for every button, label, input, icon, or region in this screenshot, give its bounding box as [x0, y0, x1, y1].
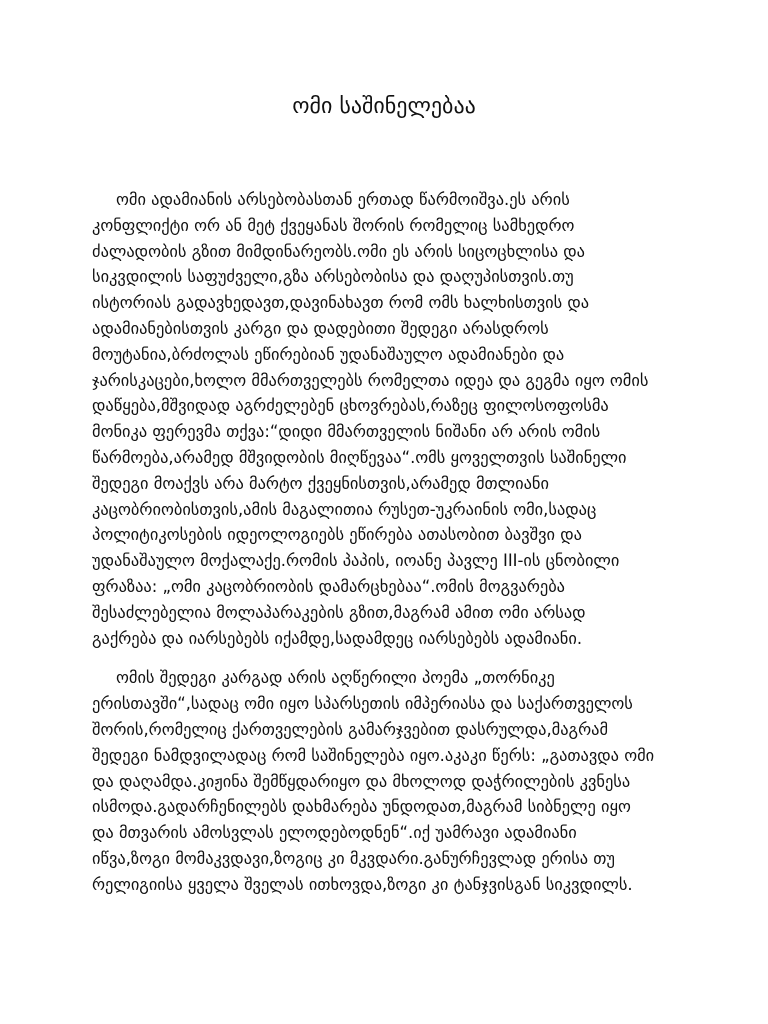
text-line: ისმოდა.გადარჩენილებს დახმარება უნდოდათ,მაგრამ სიბნელე იყო [92, 797, 631, 817]
text-line: პოლიტიკოსების იდეოლოგიებს ეწირება ათასობით ბავშვი და [92, 525, 582, 545]
text-line: დაწყება,მშვიდად აგრძელებენ ცხოვრებას,რაზეც ფილოსოფოსმა [92, 396, 609, 416]
text-line: ძალადობის გზით მიმდინარეობს.ომი ეს არის სიცოცხლისა და [92, 241, 585, 261]
text-line: უდანაშაულო მოქალაქე.რომის პაპის, იოანე პავლე III-ის ცნობილი [92, 551, 620, 571]
text-line: შორის,რომელიც ქართველების გამარჯვებით დასრულდა,მაგრამ [92, 719, 609, 739]
text-line: კონფლიქტი ორ ან მეტ ქვეყანას შორის რომელიც სამხედრო [92, 215, 575, 235]
text-line: გაქრება და იარსებებს იქამდე,სადამდეც იარსებებს ადამიანი. [92, 628, 583, 648]
text-line: შესაძლებელია მოლაპარაკების გზით,მაგრამ ამით ომი არსად [92, 602, 586, 622]
text-line: შედეგი მოაქვს არა მარტო ქვეყნისთვის,არამედ მთლიანი [92, 473, 549, 493]
text-line: მონიკა ფერევმა თქვა:“დიდი მმართველის ნიშანი არ არის ომის [92, 422, 601, 442]
text-line: ერისთავში“,სადაც ომი იყო სპარსეთის იმპერიასა და საქართველოს [92, 694, 633, 714]
text-line: შედეგი ნამდვილადაც რომ საშინელება იყო.აკაკი წერს: „გათავდა ომი [92, 745, 655, 765]
text-line: წარმოება,არამედ მშვიდობის მიღწევაა“.ომს ყოველთვის საშინელი [92, 447, 627, 467]
text-line: და მთვარის ამოსვლას ელოდებოდნენ“.იქ უამრავი ადამიანი [92, 823, 577, 843]
text-line: ფრაზაა: „ომი კაცობრიობის დამარცხებაა“.ომის მოგვარება [92, 576, 566, 596]
document-body [92, 187, 692, 898]
page-title: ომი საშინელებაა [292, 94, 476, 119]
text-line: ომი ადამიანის არსებობასთან ერთად წარმოიშვა.ეს არის [116, 190, 570, 209]
text-line: ომის შედეგი კარგად არის აღწერილი პოემა „თორნიკე [116, 668, 555, 688]
text-line: ადამიანებისთვის კარგი და დადებითი შედეგი არასდროს [92, 318, 549, 338]
text-line: კაცობრიობისთვის,ამის მაგალითია რუსეთ-უკრაინის ომი,სადაც [92, 499, 597, 519]
text-line: და დაღამდა.კიჟინა შემწყდარიყო და მხოლოდ დაჭრილების კვნესა [92, 771, 631, 791]
text-line: რელიგიისა ყველა შველას ითხოვდა,ზოგი კი ტანჯვისგან სიკვდილს. [92, 874, 633, 894]
text-line: ჯარისკაცები,ხოლო მმართველებს რომელთა იდეა და გეგმა იყო ომის [92, 370, 649, 390]
text-line: ისტორიას გადავხედავთ,დავინახავთ რომ ომს ხალხისთვის და [92, 293, 590, 313]
paragraph-1 [92, 187, 692, 651]
paragraph-2 [92, 665, 692, 897]
text-line: მოუტანია,ბრძოლას ეწირებიან უდანაშაულო ადამიანები და [92, 344, 565, 364]
text-line: სიკვდილის საფუძველი,გზა არსებობისა და დაღუპისთვის.თუ [92, 267, 574, 287]
text-line: იწვა,ზოგი მომაკვდავი,ზოგიც კი მკვდარი.განურჩევლად ერისა თუ [92, 848, 615, 868]
